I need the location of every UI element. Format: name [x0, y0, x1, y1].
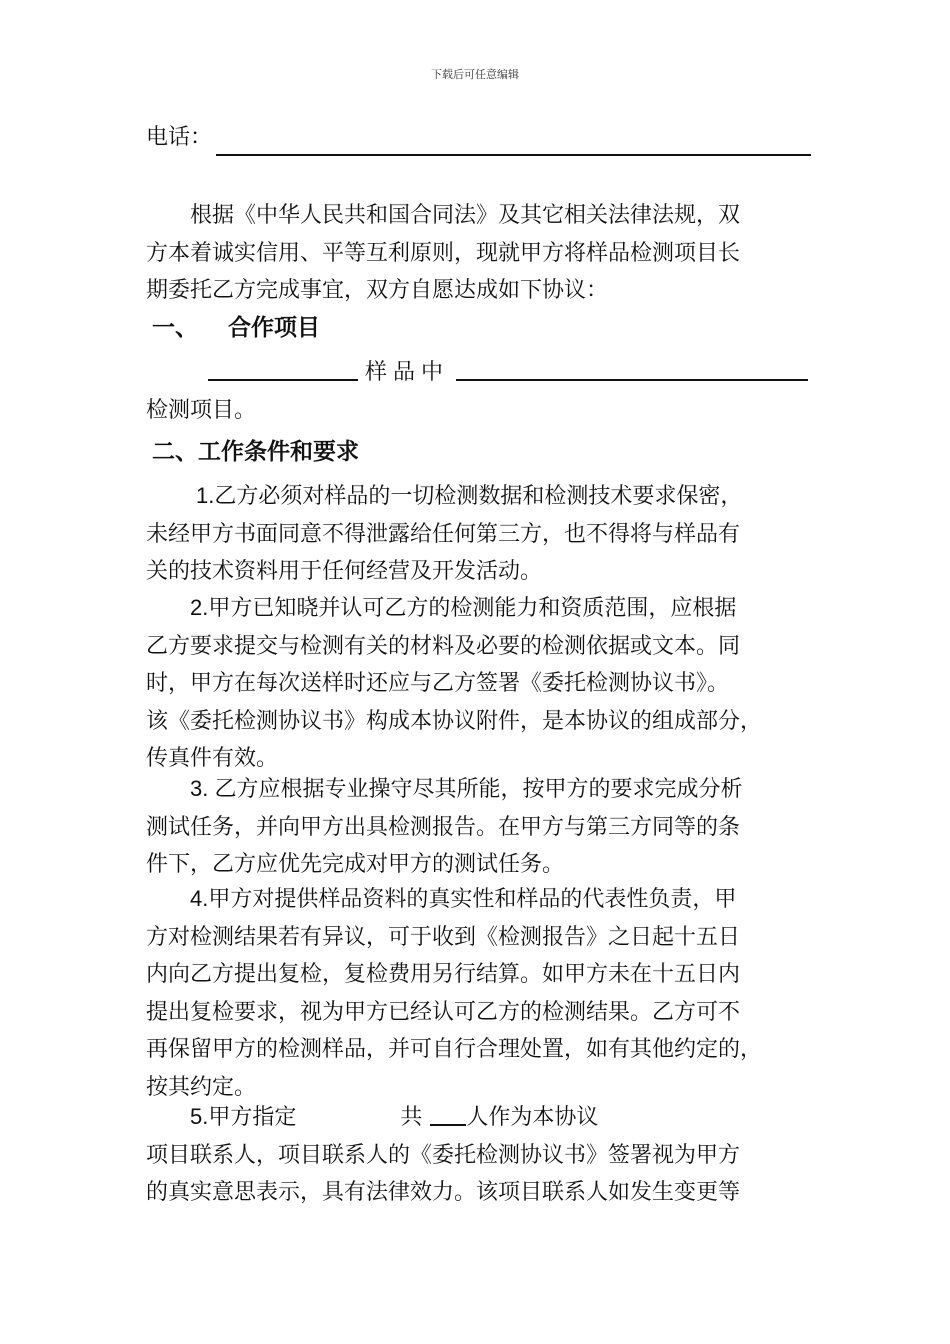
- phone-label: 电话：: [146, 125, 213, 150]
- section-1-heading: [152, 309, 320, 342]
- total-text: 共: [400, 1105, 423, 1130]
- clause-line: 件下，乙方应优先完成对甲方的测试任务。: [146, 852, 565, 877]
- clause-5-first-line: [146, 1098, 811, 1137]
- clause-1-first-line: 1.乙方必须对样品的一切检测数据和检测技术要求保密，: [196, 483, 743, 509]
- clause-5-number: 5.: [190, 1104, 209, 1129]
- intro-line: 期委托乙方完成事宜，双方自愿达成如下协议：: [146, 278, 609, 303]
- intro-line: 根据《中华人民共和国合同法》及其它相关法律法规，双: [190, 203, 741, 228]
- clause-line: 该《委托检测协议书》构成本协议附件，是本协议的组成部分，: [146, 708, 763, 734]
- clause-4-first-line: 4.甲方对提供样品资料的真实性和样品的代表性负责，甲: [190, 886, 737, 912]
- clause-3-first-line: 3. 乙方应根据专业操守尽其所能，按甲方的要求完成分析: [190, 776, 743, 802]
- clause-line: 再保留甲方的检测样品，并可自行合理处置，如有其他约定的，: [146, 1037, 763, 1062]
- header-note: 下载后可任意编辑: [431, 68, 519, 81]
- sample-text: 样品中: [365, 360, 450, 385]
- section-2-heading: 二、工作条件和要求: [152, 439, 359, 465]
- clause-3-number: 3.: [190, 776, 215, 801]
- intro-paragraph: [146, 197, 811, 310]
- clause-4: [146, 880, 811, 1106]
- clause-line: 乙方要求提交与检测有关的材料及必要的检测依据或文本。同: [146, 633, 741, 659]
- clause-line: 内向乙方提出复检，复检费用另行结算。如甲方未在十五日内: [146, 962, 741, 987]
- clause-1-number: 1.: [196, 483, 215, 508]
- phone-blank-line: [216, 128, 811, 156]
- clause-2: [146, 589, 811, 778]
- as-text: 人作为本协议: [466, 1105, 599, 1130]
- section-1-title: 合作项目: [228, 315, 321, 341]
- project-text: 检测项目。: [146, 397, 257, 423]
- clause-line: 测试任务，并向甲方出具检测报告。在甲方与第三方同等的条: [146, 814, 741, 840]
- clause-2-number: 2.: [190, 595, 209, 620]
- phone-row: [146, 120, 811, 156]
- clause-line: 未经甲方书面同意不得泄露给任何第三方，也不得将与样品有: [146, 521, 741, 547]
- project-name-blank: [456, 355, 808, 381]
- clause-2-first-line: 2.甲方已知晓并认可乙方的检测能力和资质范围，应根据: [190, 595, 737, 621]
- section-1-body: [146, 354, 811, 429]
- clause-line: 时，甲方在每次送样时还应与乙方签署《委托检测协议书》。: [146, 671, 730, 696]
- section-1-number: 一、: [152, 315, 198, 341]
- clause-line: 关的技术资料用于任何经营及开发活动。: [146, 559, 543, 584]
- contact-count-blank: [430, 1100, 466, 1126]
- clause-1: [146, 477, 811, 591]
- clause-line: 项目联系人，项目联系人的《委托检测协议书》签署视为甲方: [146, 1142, 741, 1168]
- clause-5: [146, 1098, 811, 1212]
- clause-line: 按其约定。: [146, 1074, 257, 1100]
- designate-text: 甲方指定: [208, 1105, 297, 1130]
- clause-line: 方对检测结果若有异议，可于收到《检测报告》之日起十五日: [146, 924, 741, 950]
- clause-line: 的真实意思表示，具有法律效力。该项目联系人如发生变更等: [146, 1180, 741, 1205]
- clause-line: 提出复检要求，视为甲方已经认可乙方的检测结果。乙方可不: [146, 999, 741, 1025]
- sample-name-blank: [208, 355, 358, 381]
- clause-3: [146, 770, 811, 884]
- sample-line: [146, 354, 811, 392]
- clause-4-number: 4.: [190, 886, 209, 911]
- clause-line: 传真件有效。: [146, 746, 279, 771]
- intro-line: 方本着诚实信用、平等互利原则，现就甲方将样品检测项目长: [146, 240, 741, 266]
